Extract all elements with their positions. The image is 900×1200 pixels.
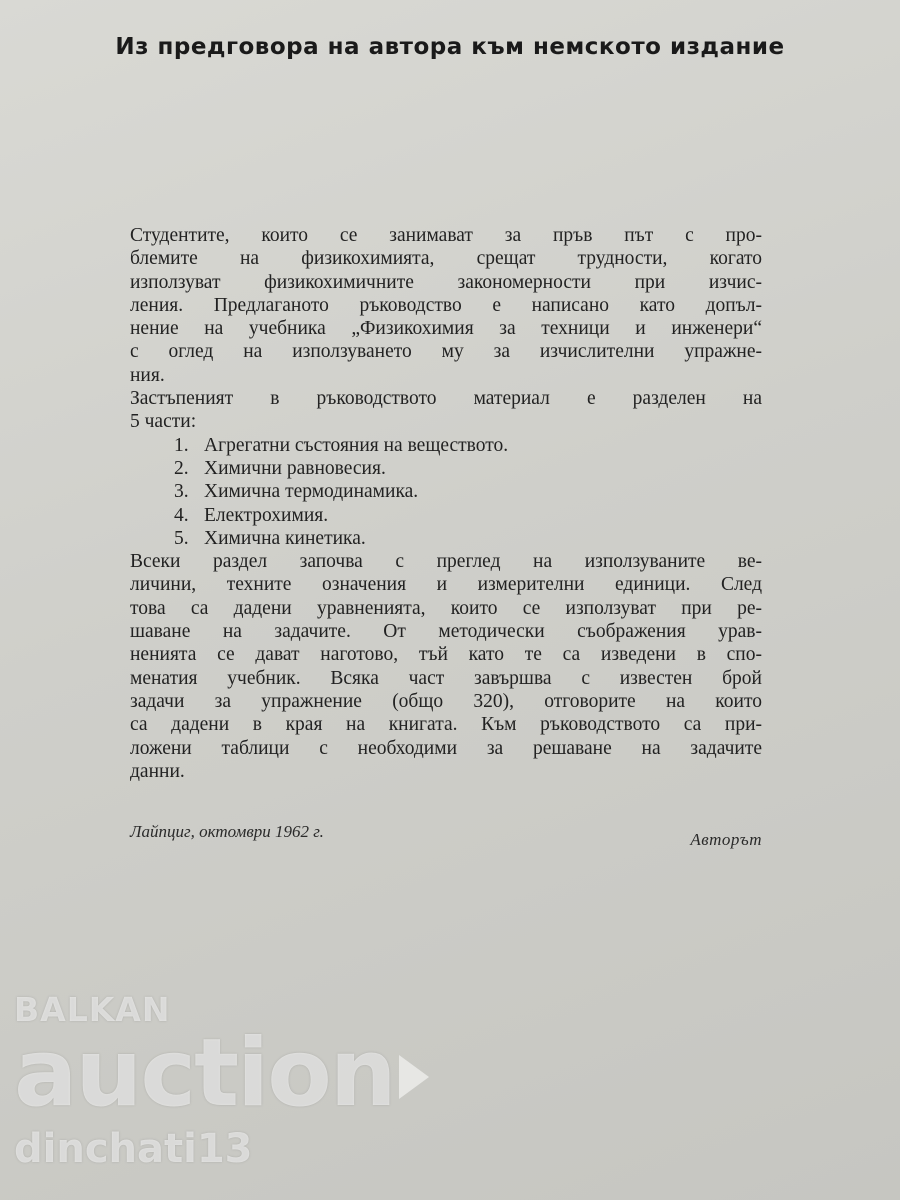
text-line: ненията се дават наготово, тъй като те са изведени в спо-: [130, 644, 762, 666]
text-line: ния.: [130, 364, 165, 386]
watermark-brand-text: auction: [14, 1019, 395, 1128]
text-line: това са дадени уравненията, които се използуват при ре-: [130, 597, 762, 619]
list-item-number: 4.: [174, 504, 189, 526]
author-signature: Авторът: [690, 830, 762, 849]
list-item: [174, 527, 762, 550]
play-icon: [399, 1055, 429, 1099]
text-line: задачи за упражнение (общо 320), отговорите на които: [130, 690, 762, 712]
parts-list: [130, 434, 762, 550]
list-item-number: 3.: [174, 481, 189, 503]
text-line: шаване на задачите. От методически съображения урав-: [130, 621, 762, 643]
text-line: Студентите, които се занимават за пръв път с про-: [130, 225, 762, 246]
list-item: [174, 504, 762, 527]
text-line: данни.: [130, 760, 185, 782]
text-line: нение на учебника „Физикохимия за техници и инженери“: [130, 318, 762, 340]
watermark-brand-top: BALKAN: [14, 990, 171, 1029]
paragraph-intro: [130, 224, 762, 387]
text-line: менатия учебник. Всяка част завършва с известен брой: [130, 667, 762, 689]
text-line: използуват физикохимичните закономерности при изчис-: [130, 271, 762, 293]
text-line: ложени таблици с необходими за решаване на задачите: [130, 737, 762, 759]
text-line: 5 части:: [130, 411, 197, 433]
list-item-text: Химична кинетика.: [204, 527, 366, 549]
list-item: [174, 457, 762, 480]
list-item: [174, 480, 762, 503]
paragraph-parts: [130, 387, 762, 434]
page-title: Из предговора на автора към немското издание: [115, 34, 785, 60]
list-item-number: 2.: [174, 457, 189, 479]
preface-body: [130, 224, 762, 783]
watermark: [14, 992, 429, 1172]
text-line: Застъпеният в ръководството материал е разделен на: [130, 388, 762, 410]
watermark-username: dinchati13: [14, 1126, 253, 1172]
text-line: Всеки раздел започва с преглед на използуваните ве-: [130, 551, 762, 573]
text-line: с оглед на използуването му за изчислителни упражне-: [130, 341, 762, 363]
text-line: са дадени в края на книгата. Към ръководството са при-: [130, 714, 762, 736]
list-item-text: Химични равновесия.: [204, 457, 386, 479]
text-line: блемите на физикохимията, срещат трудности, когато: [130, 248, 762, 270]
paragraph-structure: [130, 550, 762, 783]
watermark-brand-main: [14, 1019, 429, 1128]
list-item-number: 5.: [174, 527, 189, 549]
list-item-number: 1.: [174, 434, 189, 456]
list-item-text: Електрохимия.: [204, 504, 329, 526]
place-date: Лайпциг, октомври 1962 г.: [130, 822, 324, 841]
list-item-text: Химична термодинамика.: [204, 481, 419, 503]
text-line: ления. Предлаганото ръководство е написано като допъл-: [130, 294, 762, 316]
list-item: [174, 434, 762, 457]
text-line: личини, техните означения и измерителни единици. След: [130, 574, 762, 596]
list-item-text: Агрегатни състояния на веществото.: [204, 434, 509, 456]
